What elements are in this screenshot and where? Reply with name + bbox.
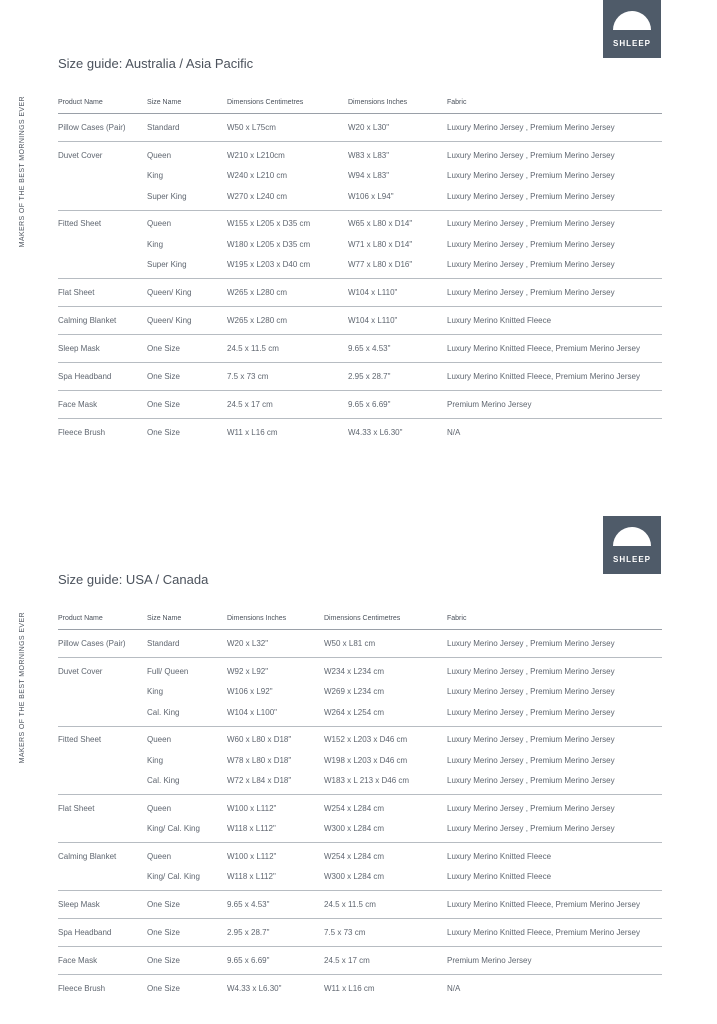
cell-size: Full/ Queen	[147, 666, 189, 676]
header-fabric: Fabric	[447, 91, 662, 114]
side-tagline-text: MAKERS OF THE BEST MORNINGS EVER	[19, 612, 26, 764]
shleep-logo	[603, 0, 661, 58]
cell-fabric: Luxury Merino Jersey , Premium Merino Jersey	[447, 819, 662, 843]
header-dimensions-in: Dimensions Inches	[227, 607, 324, 630]
cell-dim-cm: W195 x L203 x D40 cm	[227, 255, 348, 279]
cell-dim-in: 9.65 x 4.53"	[227, 891, 324, 919]
cell-dim-cm: 7.5 x 73 cm	[324, 919, 447, 947]
table-row	[58, 114, 662, 142]
cell-size: One Size	[147, 984, 180, 993]
cell-dim-cm: 24.5 x 17 cm	[227, 391, 348, 419]
cell-dim-in: W77 x L80 x D16"	[348, 255, 447, 279]
cell-size: One Size	[147, 363, 227, 391]
cell-fabric: Luxury Merino Jersey , Premium Merino Jersey	[447, 114, 662, 142]
cell-size: King	[147, 755, 164, 765]
cell-dim-cm: 24.5 x 11.5 cm	[324, 891, 447, 919]
cell-product	[58, 819, 147, 843]
cell-size: King/ Cal. King	[147, 819, 227, 843]
cell-fabric: Luxury Merino Jersey , Premium Merino Jersey	[447, 171, 615, 181]
cell-fabric: Luxury Merino Jersey , Premium Merino Jersey	[447, 666, 615, 676]
cell-fabric: Luxury Merino Knitted Fleece, Premium Merino Jersey	[447, 335, 662, 363]
cell-dim-cm: W254 x L284 cm	[324, 803, 385, 813]
cell-product: Face Mask	[58, 947, 147, 975]
cell-product: Sleep Mask	[58, 335, 147, 363]
cell-product: Pillow Cases (Pair)	[58, 114, 147, 142]
cell-fabric: Luxury Merino Jersey , Premium Merino Jersey	[447, 803, 615, 813]
table-row	[58, 658, 662, 682]
cell-dim-cm: W180 x L205 x D35 cm	[227, 239, 311, 249]
cell-size: Queen	[147, 219, 172, 229]
cell-dim-in: W104 x L110"	[348, 307, 447, 335]
cell-size: One Size	[147, 919, 227, 947]
cell-dim-in: W100 x L112"	[227, 803, 277, 813]
cell-dim-cm: W50 x L75cm	[227, 114, 348, 142]
table-row	[58, 255, 662, 279]
header-dimensions-in: Dimensions Inches	[348, 91, 447, 114]
table-row	[58, 819, 662, 843]
cell-fabric: Premium Merino Jersey	[447, 391, 662, 419]
table-row	[58, 947, 662, 975]
cell-product	[58, 867, 147, 891]
cell-dim-in: 9.65 x 4.53"	[348, 335, 447, 363]
cell-fabric: Luxury Merino Knitted Fleece	[447, 867, 662, 891]
cell-fabric: Luxury Merino Knitted Fleece, Premium Merino Jersey	[447, 363, 662, 391]
cell-dim-cm: W240 x L210 cm	[227, 171, 288, 181]
cell-product: Duvet Cover	[58, 666, 103, 676]
cell-fabric: Luxury Merino Jersey , Premium Merino Jersey	[447, 255, 662, 279]
cell-size: King/ Cal. King	[147, 867, 227, 891]
cell-product	[58, 166, 147, 187]
cell-product	[58, 255, 147, 279]
cell-product: Spa Headband	[58, 363, 147, 391]
cell-product: Sleep Mask	[58, 891, 147, 919]
cell-dim-in: W118 x L112"	[227, 867, 324, 891]
cell-dim-cm: 24.5 x 17 cm	[324, 947, 447, 975]
cell-fabric: Premium Merino Jersey	[447, 947, 662, 975]
side-tagline-text: MAKERS OF THE BEST MORNINGS EVER	[19, 96, 26, 248]
cell-size: Queen/ King	[147, 279, 227, 307]
cell-product: Flat Sheet	[58, 803, 95, 813]
cell-dim-in: W118 x L112"	[227, 819, 324, 843]
header-size-name: Size Name	[147, 91, 227, 114]
cell-fabric: Luxury Merino Jersey , Premium Merino Jersey	[447, 771, 662, 795]
cell-product: Fleece Brush	[58, 428, 106, 437]
cell-size: One Size	[147, 947, 227, 975]
cell-dim-in: W106 x L92"	[227, 687, 273, 697]
cell-size: One Size	[147, 391, 227, 419]
table-row	[58, 867, 662, 891]
cell-dim-cm: W183 x L 213 x D46 cm	[324, 771, 447, 795]
cell-fabric: N/A	[447, 984, 461, 993]
cell-dim-cm: W270 x L240 cm	[227, 186, 348, 210]
cell-size: King	[147, 687, 164, 697]
cell-dim-cm: W269 x L234 cm	[324, 687, 385, 697]
cell-product: Fitted Sheet	[58, 219, 102, 229]
table-row	[58, 771, 662, 795]
cell-fabric: Luxury Merino Jersey , Premium Merino Jersey	[447, 186, 662, 210]
cell-fabric: Luxury Merino Knitted Fleece, Premium Merino Jersey	[447, 891, 662, 919]
table-row	[58, 750, 662, 771]
cell-size: Queen	[147, 150, 172, 160]
cell-dim-cm: W265 x L280 cm	[227, 307, 348, 335]
cell-product	[58, 771, 147, 795]
cell-product	[58, 682, 147, 703]
logo-text: SHLEEP	[612, 39, 651, 48]
cell-fabric: Luxury Merino Jersey , Premium Merino Jersey	[447, 239, 615, 249]
table-row	[58, 335, 662, 363]
cell-dim-cm: W210 x L210cm	[227, 150, 285, 160]
table-row	[58, 307, 662, 335]
cell-size: King	[147, 239, 164, 249]
table-row	[58, 630, 662, 658]
cell-dim-cm: W11 x L16 cm	[324, 984, 375, 993]
cell-size: One Size	[147, 891, 227, 919]
table-row	[58, 279, 662, 307]
cell-fabric: Luxury Merino Jersey , Premium Merino Jersey	[447, 735, 615, 745]
cell-size: Cal. King	[147, 702, 227, 726]
cell-dim-in: W94 x L83"	[348, 171, 390, 181]
cell-dim-in: W83 x L83"	[348, 150, 390, 160]
header-fabric: Fabric	[447, 607, 662, 630]
cell-size: Queen	[147, 735, 172, 745]
cell-dim-cm: W264 x L254 cm	[324, 702, 447, 726]
header-size-name: Size Name	[147, 607, 227, 630]
cell-fabric: Luxury Merino Knitted Fleece, Premium Merino Jersey	[447, 919, 662, 947]
cell-dim-in: W104 x L100"	[227, 702, 324, 726]
cell-product: Flat Sheet	[58, 279, 147, 307]
table-row	[58, 726, 662, 750]
header-dimensions-cm: Dimensions Centimetres	[227, 91, 348, 114]
cell-fabric: Luxury Merino Jersey , Premium Merino Jersey	[447, 687, 615, 697]
cell-dim-in: W4.33 x L6.30"	[227, 984, 282, 993]
cell-dim-cm: W155 x L205 x D35 cm	[227, 219, 311, 229]
logo-text: SHLEEP	[612, 555, 651, 564]
cell-dim-cm: 7.5 x 73 cm	[227, 363, 348, 391]
cell-dim-in: W92 x L92"	[227, 666, 269, 676]
cell-size: Super King	[147, 186, 227, 210]
cell-product: Fleece Brush	[58, 984, 106, 993]
cell-dim-cm: 24.5 x 11.5 cm	[227, 335, 348, 363]
cell-product: Calming Blanket	[58, 851, 117, 861]
cell-size: Cal. King	[147, 771, 227, 795]
cell-dim-in: W100 x L112"	[227, 851, 277, 861]
table-row	[58, 919, 662, 947]
cell-product: Pillow Cases (Pair)	[58, 630, 147, 658]
table-row	[58, 234, 662, 255]
cell-product: Calming Blanket	[58, 307, 147, 335]
table-row	[58, 795, 662, 819]
header-dimensions-cm: Dimensions Centimetres	[324, 607, 447, 630]
cell-dim-cm: W152 x L203 x D46 cm	[324, 735, 408, 745]
cell-fabric: Luxury Merino Jersey , Premium Merino Jersey	[447, 219, 615, 229]
cell-size: Queen/ King	[147, 307, 227, 335]
cell-size: One Size	[147, 335, 227, 363]
cell-fabric: Luxury Merino Jersey , Premium Merino Jersey	[447, 279, 662, 307]
table-row	[58, 702, 662, 726]
table-row	[58, 210, 662, 234]
cell-dim-in: 2.95 x 28.7"	[348, 363, 447, 391]
cell-fabric: Luxury Merino Knitted Fleece	[447, 307, 662, 335]
cell-product	[58, 750, 147, 771]
cell-dim-in: W20 x L30"	[348, 114, 447, 142]
cell-product	[58, 702, 147, 726]
cell-dim-in: W106 x L94"	[348, 186, 447, 210]
cell-dim-in: 2.95 x 28.7"	[227, 919, 324, 947]
cell-size: Super King	[147, 255, 227, 279]
australia-size-table	[58, 91, 662, 446]
sunrise-icon	[613, 11, 651, 30]
cell-product	[58, 186, 147, 210]
table-row	[58, 142, 662, 166]
cell-product: Fitted Sheet	[58, 735, 102, 745]
cell-dim-in: W72 x L84 x D18"	[227, 771, 324, 795]
table-row	[58, 391, 662, 419]
cell-fabric: N/A	[447, 428, 461, 437]
header-product-name: Product Name	[58, 91, 147, 114]
cell-size: Standard	[147, 630, 227, 658]
cell-fabric: Luxury Merino Jersey , Premium Merino Jersey	[447, 702, 662, 726]
cell-dim-in: W60 x L80 x D18"	[227, 735, 292, 745]
cell-product: Spa Headband	[58, 919, 147, 947]
sunrise-icon	[613, 527, 651, 546]
usa-size-table	[58, 607, 662, 1002]
cell-dim-in: 9.65 x 6.69"	[227, 947, 324, 975]
table-row	[58, 419, 662, 447]
cell-size: Standard	[147, 114, 227, 142]
cell-dim-cm: W50 x L81 cm	[324, 630, 447, 658]
cell-dim-in: W65 x L80 x D14"	[348, 219, 413, 229]
cell-dim-cm: W300 x L284 cm	[324, 867, 447, 891]
table-row	[58, 363, 662, 391]
australia-title: Size guide: Australia / Asia Pacific	[58, 56, 254, 71]
cell-dim-in: W20 x L32"	[227, 630, 324, 658]
cell-size: One Size	[147, 428, 180, 437]
cell-dim-cm: W254 x L284 cm	[324, 851, 385, 861]
cell-dim-cm: W234 x L234 cm	[324, 666, 385, 676]
table-row	[58, 891, 662, 919]
header-product-name: Product Name	[58, 607, 147, 630]
table-header-row	[58, 607, 662, 630]
cell-product	[58, 234, 147, 255]
cell-dim-in: W71 x L80 x D14"	[348, 239, 413, 249]
cell-product: Duvet Cover	[58, 150, 103, 160]
shleep-logo	[603, 516, 661, 574]
table-row	[58, 843, 662, 867]
cell-fabric: Luxury Merino Jersey , Premium Merino Jersey	[447, 755, 615, 765]
cell-size: Queen	[147, 851, 172, 861]
table-row	[58, 186, 662, 210]
cell-product: Face Mask	[58, 391, 147, 419]
cell-fabric: Luxury Merino Knitted Fleece	[447, 851, 552, 861]
cell-dim-in: 9.65 x 6.69"	[348, 391, 447, 419]
cell-dim-cm: W300 x L284 cm	[324, 819, 447, 843]
table-header-row	[58, 91, 662, 114]
cell-fabric: Luxury Merino Jersey , Premium Merino Jersey	[447, 630, 662, 658]
cell-dim-cm: W265 x L280 cm	[227, 279, 348, 307]
cell-size: King	[147, 171, 164, 181]
cell-dim-in: W4.33 x L6.30"	[348, 428, 403, 437]
usa-title: Size guide: USA / Canada	[58, 572, 209, 587]
table-row	[58, 166, 662, 187]
cell-dim-in: W104 x L110"	[348, 279, 447, 307]
cell-dim-cm: W11 x L16 cm	[227, 428, 278, 437]
cell-fabric: Luxury Merino Jersey , Premium Merino Jersey	[447, 150, 615, 160]
table-row	[58, 682, 662, 703]
cell-dim-in: W78 x L80 x D18"	[227, 755, 292, 765]
cell-dim-cm: W198 x L203 x D46 cm	[324, 755, 408, 765]
cell-size: Queen	[147, 803, 172, 813]
table-row	[58, 975, 662, 1003]
